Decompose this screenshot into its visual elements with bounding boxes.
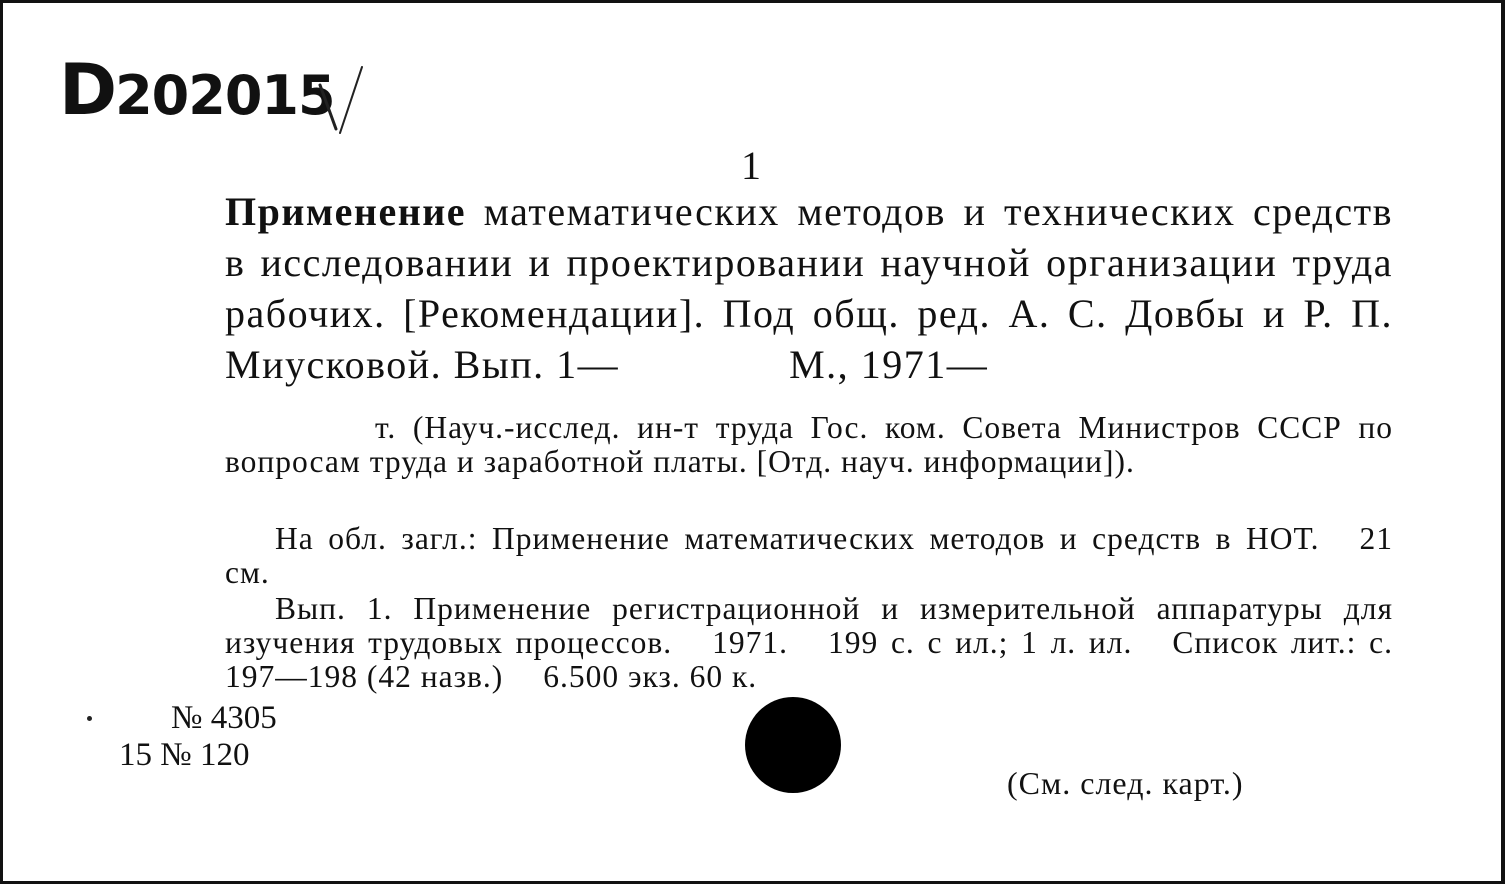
card-id-stamp: [59, 49, 335, 131]
entry-title-rest: математических методов и технических средств в исследовании и проектировании научной организации труда рабочих. [Рекомендации]. Под общ. ред. А. С. Довбы и Р. П. Миусковой. Вып. 1—: [225, 189, 1393, 387]
volume-year: 1971.: [712, 625, 788, 660]
volume-copies: 6.500 экз. 60 к.: [543, 659, 758, 694]
volume-pages: 199 с. с ил.; 1 л. ил.: [827, 625, 1133, 660]
ink-dot: [87, 716, 92, 721]
entry-place: М.,: [789, 342, 850, 387]
card-id-number: 202015: [115, 64, 335, 127]
card-sequence-number: 1: [741, 143, 761, 188]
entry-imprint: т. (Науч.-исслед. ин-т труда Гос. ком. Совета Министров СССР по вопросам труда и заработной платы. [Отд. науч. информации]).: [225, 410, 1393, 479]
entry-volume: [225, 592, 1393, 694]
inventory-number-2: 15 № 120: [119, 737, 250, 773]
cover-title-text: На обл. загл.: Применение математических методов и средств в НОТ.: [275, 521, 1320, 556]
entry-cover-title: [225, 522, 1393, 590]
volume-references: Список лит.: с. 197—198 (42 назв.): [225, 625, 1394, 694]
bibliographic-entry: [225, 186, 1393, 390]
see-next-card-note: (См. след. карт.): [1007, 765, 1244, 801]
cover-size: 21 см.: [225, 521, 1393, 590]
entry-year: 1971—: [860, 342, 989, 387]
card-id-letter: D: [59, 49, 116, 131]
checkmark-icon: [316, 63, 366, 143]
volume-title: Вып. 1. Применение регистрационной и измерительной аппаратуры для изучения трудовых процессов.: [225, 591, 1393, 660]
entry-title-lead: Применение: [225, 189, 467, 234]
punch-hole: [745, 697, 841, 793]
inventory-number-1: № 4305: [171, 700, 277, 736]
